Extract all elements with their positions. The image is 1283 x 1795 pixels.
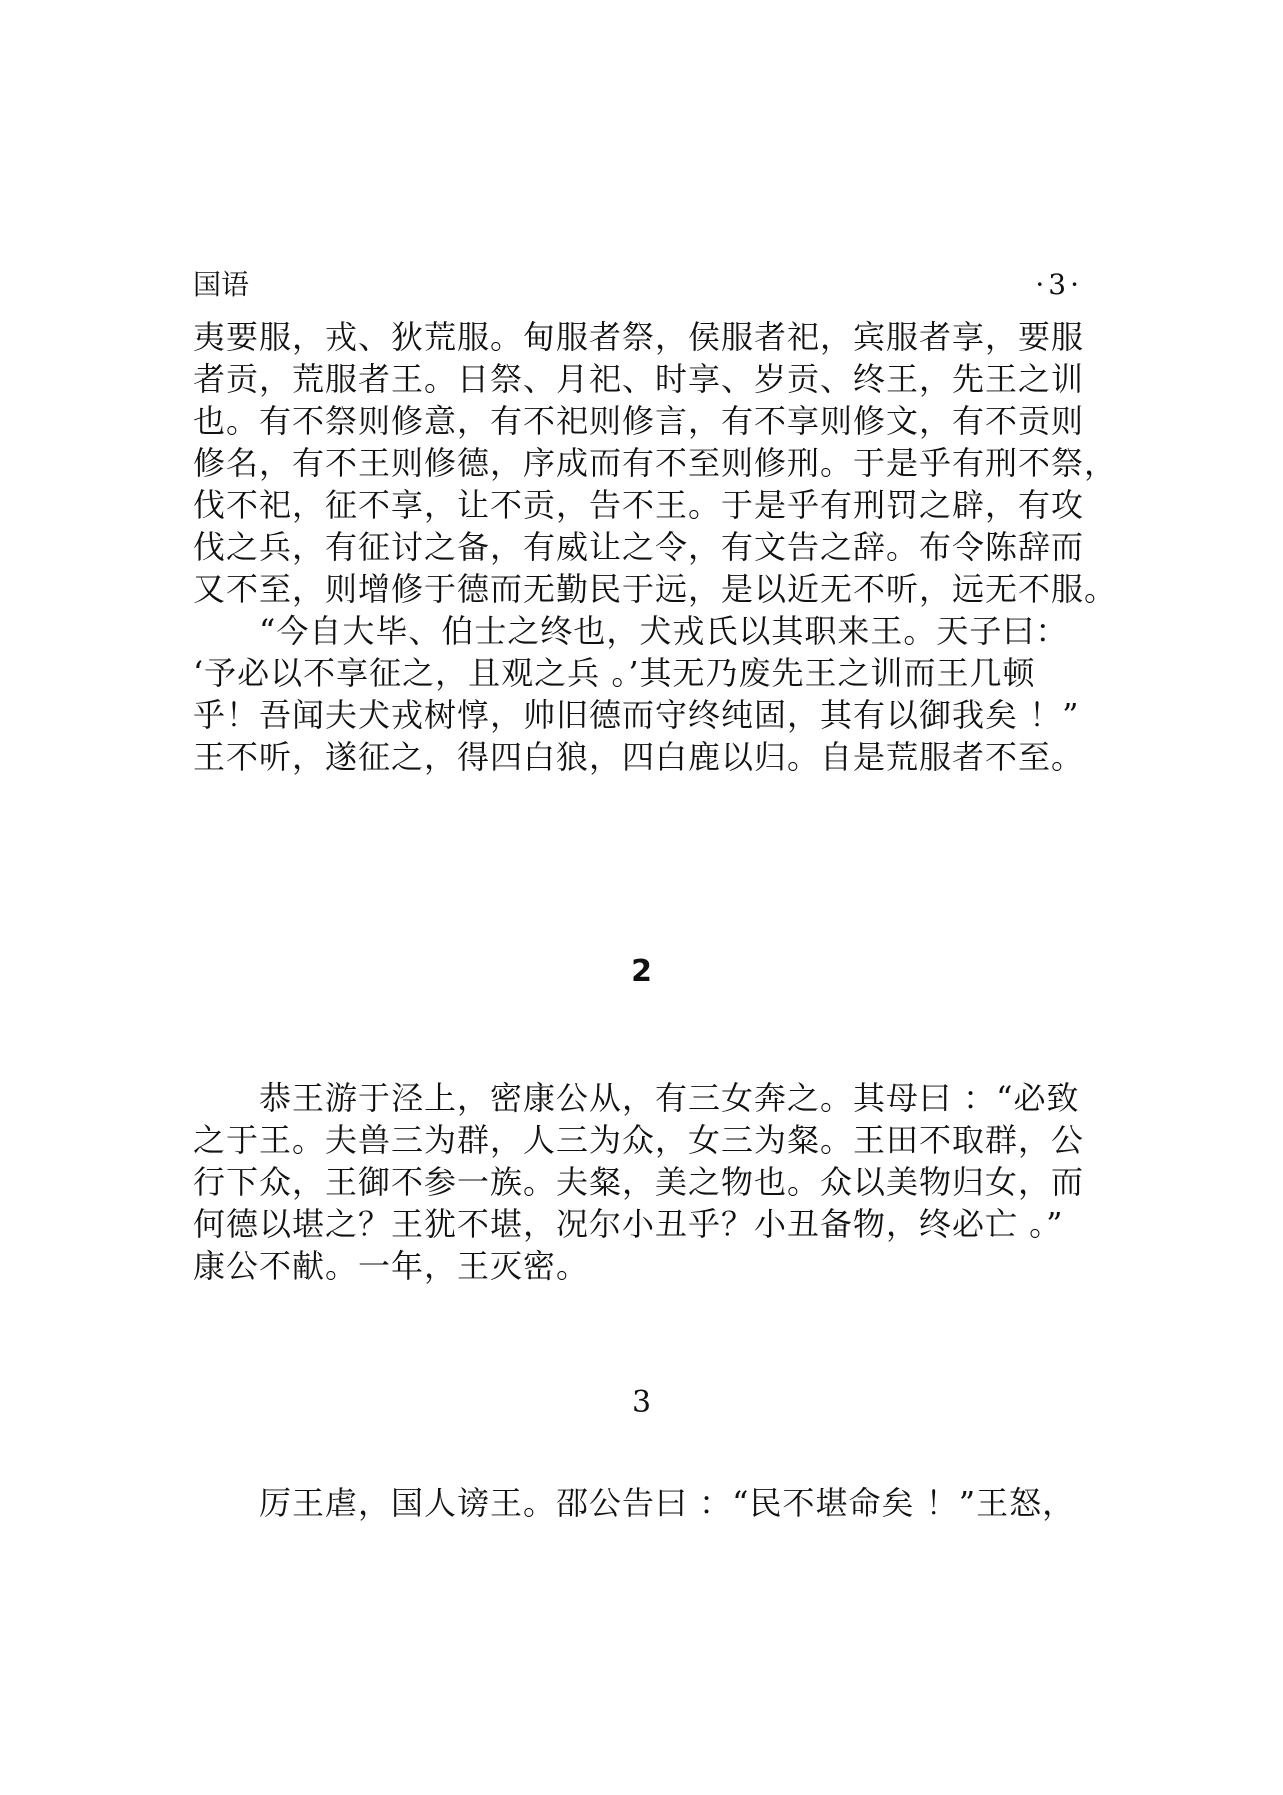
- text-line: 又不至，则增修于德而无勤民于远，是以近无不听，远无不服。: [193, 570, 1118, 608]
- section-2-text: [193, 1077, 1093, 1287]
- text-line: 者贡，荒服者王。日祭、月祀、时享、岁贡、终王，先王之训: [193, 360, 1085, 398]
- text-line: 行下众，王御不参一族。夫粲，美之物也。众以美物归女，而: [193, 1163, 1085, 1201]
- text-line: 何德以堪之？王犹不堪，况尔小丑乎？小丑备物，终必亡 。”: [193, 1205, 1064, 1243]
- page-number: ·3·: [1035, 268, 1083, 301]
- running-header-title: 国语: [193, 268, 250, 301]
- text-line: 厉王虐，国人谤王。邵公告曰 ：“民不堪命矣 ！”王怒，: [259, 1484, 1076, 1522]
- section-3-text: [193, 1482, 1093, 1524]
- text-line: 之于王。夫兽三为群，人三为众，女三为粲。王田不取群，公: [193, 1121, 1085, 1159]
- text-line: 伐之兵，有征讨之备，有威让之令，有文告之辞。布令陈辞而: [193, 528, 1085, 566]
- text-line: “今自大毕、伯士之终也，犬戎氏以其职来王。天子曰：: [259, 612, 1069, 650]
- section-1-text: [193, 316, 1118, 778]
- text-line: 乎！吾闻夫犬戎树惇，帅旧德而守终纯固，其有以御我矣 ！”: [193, 696, 1080, 734]
- text-line: 王不听，遂征之，得四白狼，四白鹿以归。自是荒服者不至。: [193, 738, 1085, 776]
- section-2-number: 2: [631, 954, 652, 989]
- text-line: 康公不献。一年，王灭密。: [193, 1247, 590, 1285]
- text-line: ‘予必以不享征之，且观之兵 。’其无乃废先王之训而王几顿: [193, 654, 1036, 692]
- text-line: 也。有不祭则修意，有不祀则修言，有不享则修文，有不贡则: [193, 402, 1085, 440]
- text-line: 修名，有不王则修德，序成而有不至则修刑。于是乎有刑不祭，: [193, 444, 1118, 482]
- text-line: 夷要服，戎、狄荒服。甸服者祭，侯服者祀，宾服者享，要服: [193, 318, 1085, 356]
- section-3-number: 3: [631, 1385, 652, 1420]
- text-line: 恭王游于泾上，密康公从，有三女奔之。其母曰 ：“必致: [259, 1079, 1080, 1117]
- text-line: 伐不祀，征不享，让不贡，告不王。于是乎有刑罚之辟，有攻: [193, 486, 1085, 524]
